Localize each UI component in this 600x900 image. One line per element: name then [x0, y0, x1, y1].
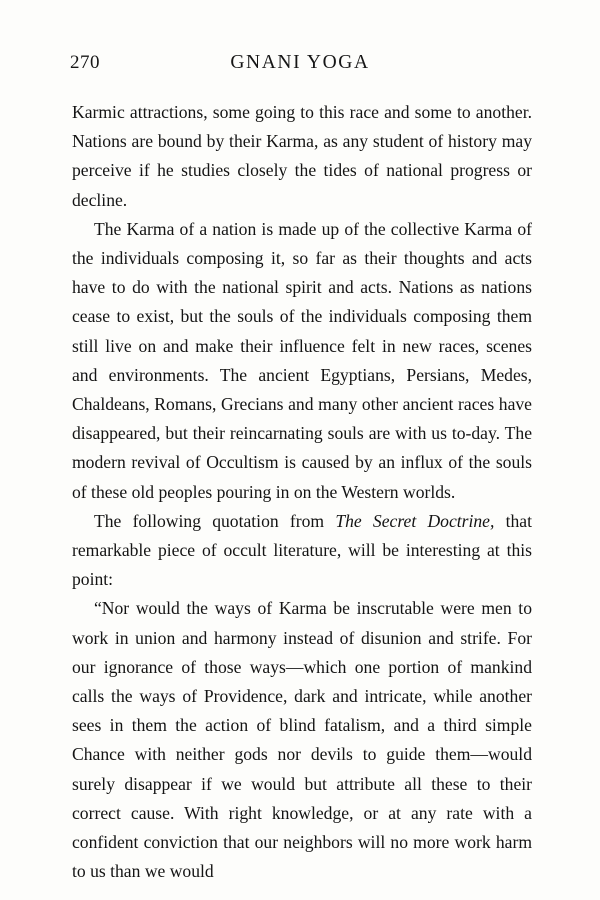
paragraph [72, 507, 532, 595]
text-run: that remarkable piece of occult literature, will be interesting at this point: [72, 510, 532, 590]
paragraph [72, 98, 532, 215]
paragraph [72, 594, 532, 886]
text-run: The following quotation from [94, 510, 336, 531]
paragraph [72, 215, 532, 507]
text-run: “Nor would the ways of Karma be inscrutable were men to work in union and harmony instead of disunion and strife. For our ignorance of those ways—which one portion of mankind calls the ways of Providence, dark and intricate, while another sees in them the action of blind fatalism, and a third simple Chance with neither gods nor devils to guide them—would surely disappear if we would but attribute all these to their correct cause. With right knowledge, or at any rate with a confident conviction that our neighbors will no more work harm to us than we would [72, 598, 532, 882]
body-text [72, 98, 532, 886]
page-number: 270 [70, 52, 100, 73]
text-run: Karmic attractions, some going to this race and some to another. Nations are bound by their Karma, as any student of history may perceive if he studies closely the tides of national progress or decline. [72, 102, 532, 210]
text-run: The Karma of a nation is made up of the collective Karma of the individuals composing it, so far as their thoughts and acts have to do with the national spirit and acts. Nations as nations cease to exist, but the souls of the individuals composing them still live on and make their influence felt in new races, scenes and environments. The ancient Egyptians, Persians, Medes, Chaldeans, Romans, Grecians and many other ancient races have disappeared, but their reincarnating souls are with us to-day. The modern revival of Occultism is caused by an influx of the souls of these old peoples pouring in on the Western worlds. [72, 218, 532, 502]
running-head-title: GNANI YOGA [230, 52, 370, 73]
italic-title: The Secret Doctrine, [335, 510, 495, 531]
page-header [70, 52, 530, 78]
